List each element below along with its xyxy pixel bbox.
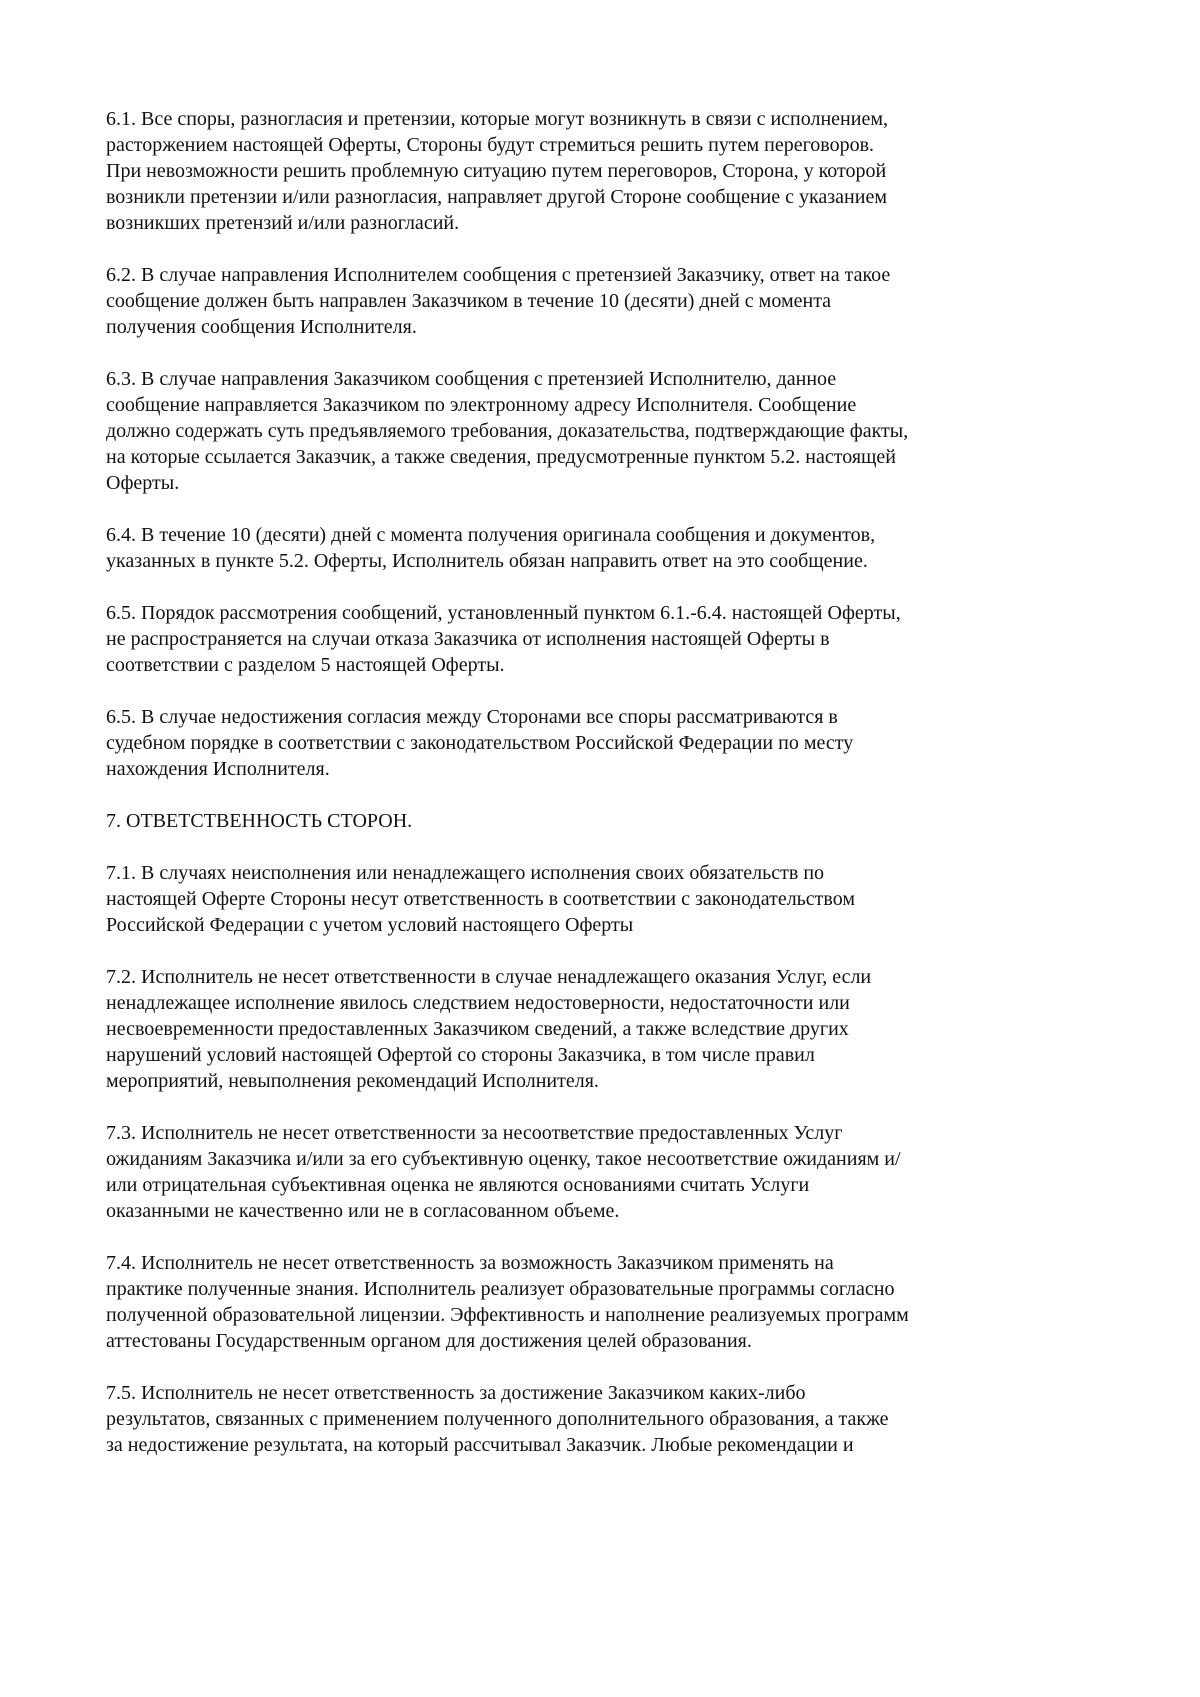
text-line: аттестованы Государственным органом для достижения целей образования. — [106, 1330, 752, 1352]
text-line: 7.2. Исполнитель не несет ответственности в случае ненадлежащего оказания Услуг, если — [106, 966, 872, 988]
text-line: практике полученные знания. Исполнитель реализует образовательные программы согласно — [106, 1278, 895, 1300]
section-heading-7 — [106, 808, 1106, 834]
clause-6-4 — [106, 522, 1106, 574]
text-line: 7.3. Исполнитель не несет ответственности за несоответствие предоставленных Услуг — [106, 1122, 843, 1144]
text-line: возникших претензий и/или разногласий. — [106, 212, 460, 234]
text-line: ненадлежащее исполнение явилось следствием недостоверности, недостаточности или — [106, 992, 850, 1014]
text-line: 6.4. В течение 10 (десяти) дней с момента получения оригинала сообщения и документов, — [106, 524, 876, 546]
text-line: указанных в пункте 5.2. Оферты, Исполнитель обязан направить ответ на это сообщение. — [106, 550, 868, 572]
text-line: мероприятий, невыполнения рекомендаций Исполнителя. — [106, 1070, 599, 1092]
text-line: получения сообщения Исполнителя. — [106, 316, 417, 338]
text-line: соответствии с разделом 5 настоящей Оферты. — [106, 654, 505, 676]
text-line: 6.2. В случае направления Исполнителем сообщения с претензией Заказчику, ответ на такое — [106, 264, 891, 286]
text-line: на которые ссылается Заказчик, а также сведения, предусмотренные пунктом 5.2. настоящей — [106, 446, 897, 468]
text-line: несвоевременности предоставленных Заказчиком сведений, а также вследствие других — [106, 1018, 849, 1040]
text-line: расторжением настоящей Оферты, Стороны будут стремиться решить путем переговоров. — [106, 134, 875, 156]
text-line: сообщение направляется Заказчиком по электронному адресу Исполнителя. Сообщение — [106, 394, 857, 416]
clause-6-5-court — [106, 704, 1106, 782]
clause-6-3 — [106, 366, 1106, 496]
text-line: нарушений условий настоящей Офертой со стороны Заказчика, в том числе правил — [106, 1044, 815, 1066]
clause-7-4 — [106, 1250, 1106, 1354]
text-line: за недостижение результата, на который рассчитывал Заказчик. Любые рекомендации и — [106, 1434, 854, 1456]
text-line: должно содержать суть предъявляемого требования, доказательства, подтверждающие факты, — [106, 420, 909, 442]
text-line: возникли претензии и/или разногласия, направляет другой Стороне сообщение с указанием — [106, 186, 887, 208]
clause-7-2 — [106, 964, 1106, 1094]
heading-text: 7. ОТВЕТСТВЕННОСТЬ СТОРОН. — [106, 810, 413, 832]
text-line: оказанными не качественно или не в согласованном объеме. — [106, 1200, 620, 1222]
text-line: не распространяется на случаи отказа Заказчика от исполнения настоящей Оферты в — [106, 628, 830, 650]
clause-7-3 — [106, 1120, 1106, 1224]
document-page — [106, 106, 1106, 1484]
text-line: 6.5. В случае недостижения согласия между Сторонами все споры рассматриваются в — [106, 706, 838, 728]
text-line: сообщение должен быть направлен Заказчиком в течение 10 (десяти) дней с момента — [106, 290, 832, 312]
text-line: 6.1. Все споры, разногласия и претензии, которые могут возникнуть в связи с исполнением, — [106, 108, 888, 130]
clause-7-5 — [106, 1380, 1106, 1458]
text-line: результатов, связанных с применением полученного дополнительного образования, а также — [106, 1408, 889, 1430]
text-line: нахождения Исполнителя. — [106, 758, 330, 780]
text-line: полученной образовательной лицензии. Эффективность и наполнение реализуемых программ — [106, 1304, 909, 1326]
clause-6-2 — [106, 262, 1106, 340]
clause-6-1 — [106, 106, 1106, 236]
text-line: 6.3. В случае направления Заказчиком сообщения с претензией Исполнителю, данное — [106, 368, 837, 390]
text-line: 7.1. В случаях неисполнения или ненадлежащего исполнения своих обязательств по — [106, 862, 825, 884]
text-line: Оферты. — [106, 472, 180, 494]
clause-7-1 — [106, 860, 1106, 938]
text-line: 7.5. Исполнитель не несет ответственность за достижение Заказчиком каких-либо — [106, 1382, 806, 1404]
clause-6-5-procedure — [106, 600, 1106, 678]
text-line: При невозможности решить проблемную ситуацию путем переговоров, Сторона, у которой — [106, 160, 887, 182]
text-line: настоящей Оферте Стороны несут ответственность в соответствии с законодательством — [106, 888, 856, 910]
text-line: 7.4. Исполнитель не несет ответственность за возможность Заказчиком применять на — [106, 1252, 834, 1274]
text-line: Российской Федерации с учетом условий настоящего Оферты — [106, 914, 634, 936]
text-line: судебном порядке в соответствии с законодательством Российской Федерации по месту — [106, 732, 854, 754]
text-line: ожиданиям Заказчика и/или за его субъективную оценку, такое несоответствие ожиданиям и/ — [106, 1148, 901, 1170]
text-line: 6.5. Порядок рассмотрения сообщений, установленный пунктом 6.1.-6.4. настоящей Оферты, — [106, 602, 901, 624]
text-line: или отрицательная субъективная оценка не являются основаниями считать Услуги — [106, 1174, 810, 1196]
